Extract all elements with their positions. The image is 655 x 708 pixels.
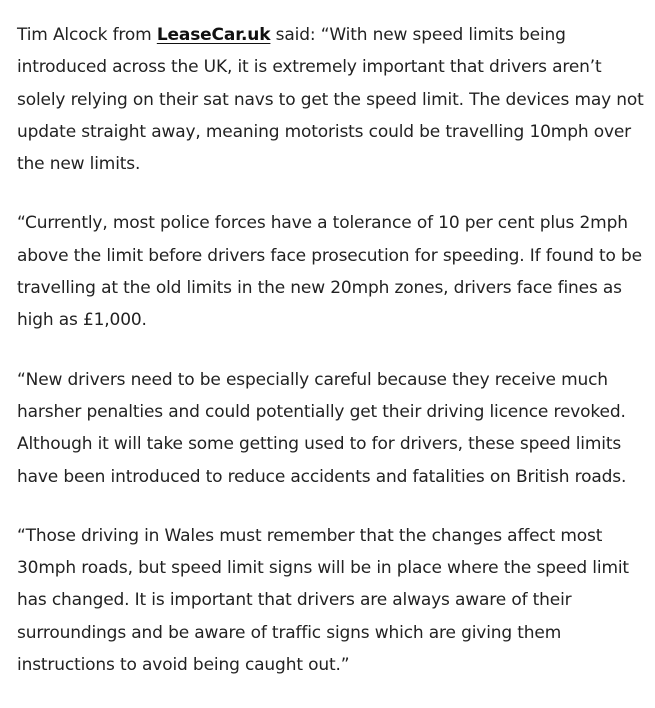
paragraph-3: “New drivers need to be especially careful because they receive much harsher penalties and could potentially get their driving licence revoked. Although it will take some getting used to for drivers, these speed limits have been introduced to reduce accidents and fatalities on British roads. — [17, 369, 627, 487]
leasecar-link[interactable]: LeaseCar.uk — [156, 25, 271, 45]
article-body — [17, 19, 651, 708]
paragraph-1 — [17, 19, 651, 180]
paragraph-1-lead: Tim Alcock from — [17, 25, 157, 45]
paragraph-1-rest: said: “With new speed limits being introduced across the UK, it is extremely important that drivers aren’t solely relying on their sat navs to get the speed limit. The devices may not update straight away, meaning motorists could be travelling 10mph over the new limits. — [17, 25, 644, 175]
paragraph-2: “Currently, most police forces have a tolerance of 10 per cent plus 2mph above the limit before drivers face prosecution for speeding. If found to be travelling at the old limits in the new 20mph zones, drivers face fines as high as £1,000. — [17, 213, 642, 331]
paragraph-4: “Those driving in Wales must remember that the changes affect most 30mph roads, but speed limit signs will be in place where the speed limit has changed. It is important that drivers are always aware of their surroundings and be aware of traffic signs which are giving them instructions to avoid being caught out.” — [17, 525, 629, 676]
